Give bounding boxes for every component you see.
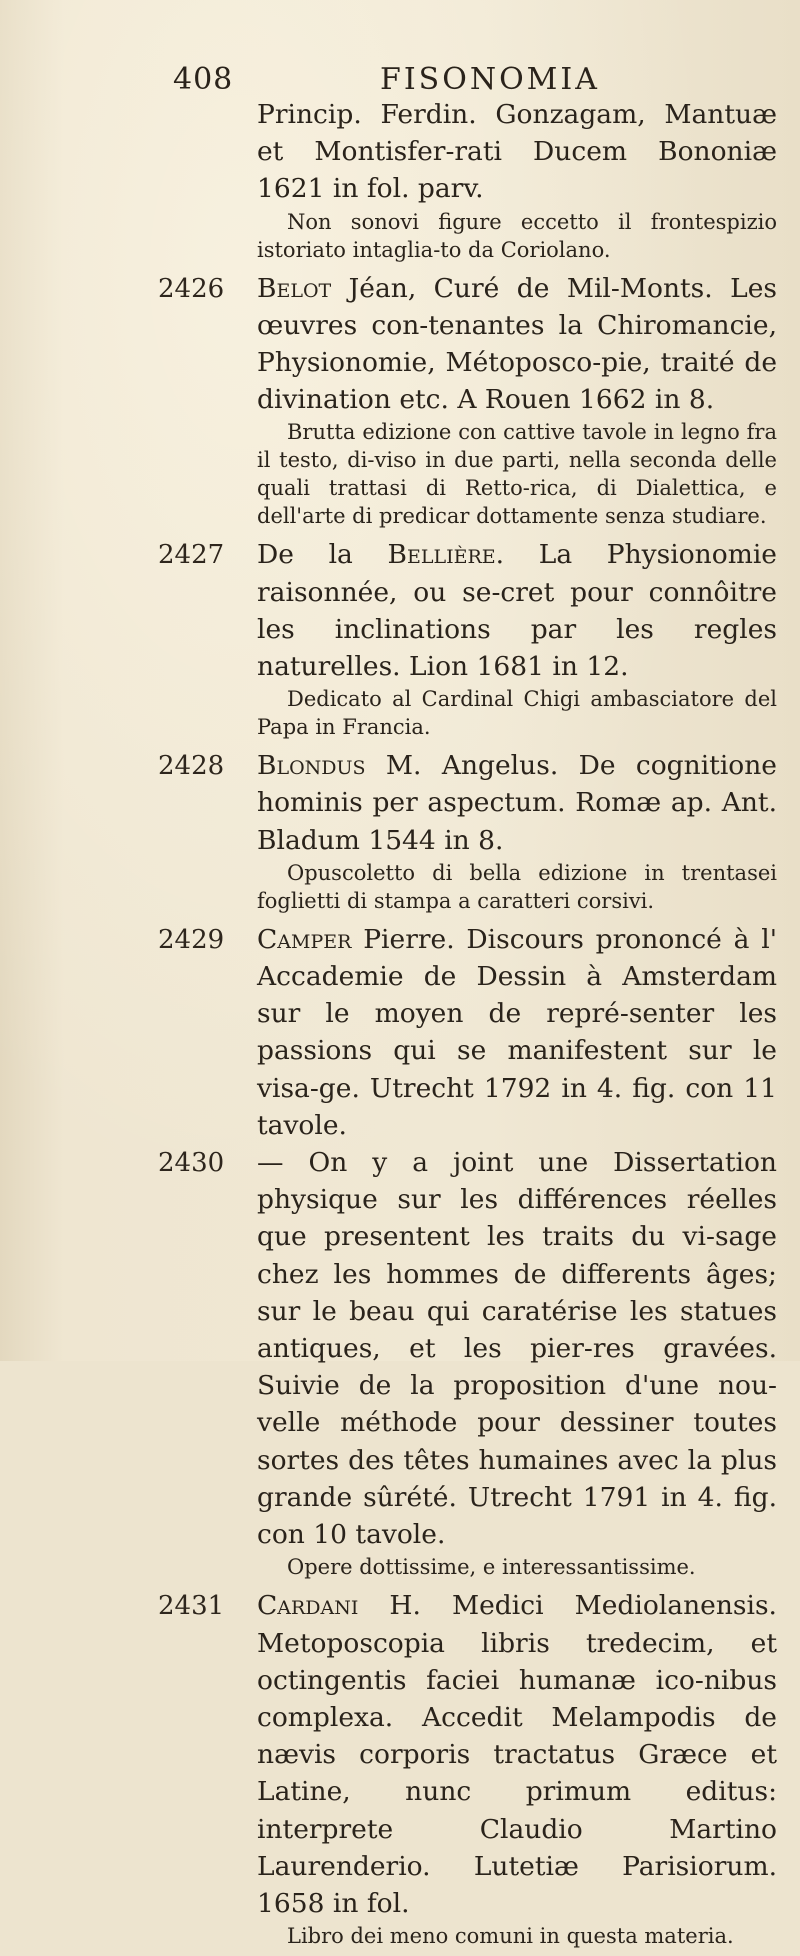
- entry-2431: [0, 1587, 800, 1950]
- entry-note: Dedicato al Cardinal Chigi ambasciatore del Papa in Francia.: [257, 687, 777, 740]
- entry-2426: [0, 270, 800, 531]
- entry-text: Princip. Ferdin. Gonzagam, Mantuæ et Montisfer-rati Ducem Bononiæ 1621 in fol. parv.: [257, 99, 777, 205]
- entry-author: Bellière: [387, 539, 496, 571]
- running-head: FISONOMIA: [380, 62, 600, 97]
- entry-text: [257, 1587, 777, 1922]
- entry-2428: [0, 747, 800, 915]
- entry-body: . La Physionomie raisonnée, ou se-cret pour connôitre les inclinations par les regles naturelles. Lion 1681 in 12.: [257, 539, 777, 683]
- bibliography-entries: [0, 96, 800, 1956]
- continued-entry: [0, 96, 800, 264]
- entry-note: Libro dei meno comuni in questa materia.: [287, 1924, 734, 1949]
- entry-text: [257, 536, 777, 685]
- entry-body: — On y a joint une Dissertation physique sur les différences réelles que presentent les traits du vi-sage chez les hommes de differents âges; sur le beau qui caratérise les statues antiques, et les pier-res gravées. Suivie de la proposition d'une nou-velle méthode pour dessiner toutes sortes des têtes humaines avec la plus grande sûrété. Utrecht 1791 in 4. fig. con 10 tavole.: [257, 1147, 777, 1551]
- entry-note: Opere dottissime, e interessantissime.: [287, 1555, 696, 1580]
- entry-text: [257, 1144, 777, 1553]
- entry-number: 2426: [158, 273, 225, 304]
- entry-body: Jéan, Curé de Mil-Monts. Les œuvres con-tenantes la Chiromancie, Physionomie, Métoposco-pie, traité de divination etc. A Rouen 1662 in 8.: [257, 272, 777, 416]
- entry-text: [257, 747, 777, 859]
- entry-number: 2431: [158, 1591, 225, 1622]
- entry-body: M. Angelus. De cognitione hominis per aspectum. Romæ ap. Ant. Bladum 1544 in 8.: [257, 750, 777, 856]
- entry-number: 2427: [158, 540, 225, 571]
- entry-body: Pierre. Discours prononcé à l' Accademie de Dessin à Amsterdam sur le moyen de repré-senter les passions qui se manifestent sur le visa-ge. Utrecht 1792 in 4. fig. con 11 tavole.: [257, 923, 777, 1141]
- page-number: 408: [173, 62, 234, 97]
- entry-note: Non sonovi figure eccetto il frontespizio istoriato intaglia-to da Coriolano.: [257, 209, 777, 262]
- entry-number: 2430: [158, 1148, 225, 1179]
- entry-author: Belot: [257, 272, 332, 304]
- entry-note: Brutta edizione con cattive tavole in legno fra il testo, di-viso in due parti, nella seconda delle quali trattasi di Retto-rica, di Dialettica, e dell'arte di predicar dottamente senza studiare.: [257, 420, 777, 529]
- entry-number: 2429: [158, 924, 225, 955]
- entry-author: Camper: [257, 923, 352, 955]
- entry-author: Cardani: [257, 1590, 359, 1622]
- entry-number: 2428: [158, 751, 225, 782]
- entry-2427: [0, 536, 800, 741]
- entry-2429: [0, 921, 800, 1144]
- entry-note: Opuscoletto di bella edizione in trentasei foglietti di stampa a caratteri corsivi.: [257, 860, 777, 913]
- entry-2430: [0, 1144, 800, 1581]
- entry-author-prefix: De la: [257, 539, 353, 571]
- entry-author: Blondus: [257, 750, 366, 782]
- entry-body: H. Medici Mediolanensis. Metoposcopia libris tredecim, et octingentis faciei humanæ ico-nibus complexa. Accedit Melampodis de nævis corporis tractatus Græce et Latine, nunc primum editus: interprete Claudio Martino Laurenderio. Lutetiæ Parisiorum. 1658 in fol.: [257, 1590, 777, 1919]
- entry-text: [257, 921, 777, 1144]
- entry-text: [257, 270, 777, 419]
